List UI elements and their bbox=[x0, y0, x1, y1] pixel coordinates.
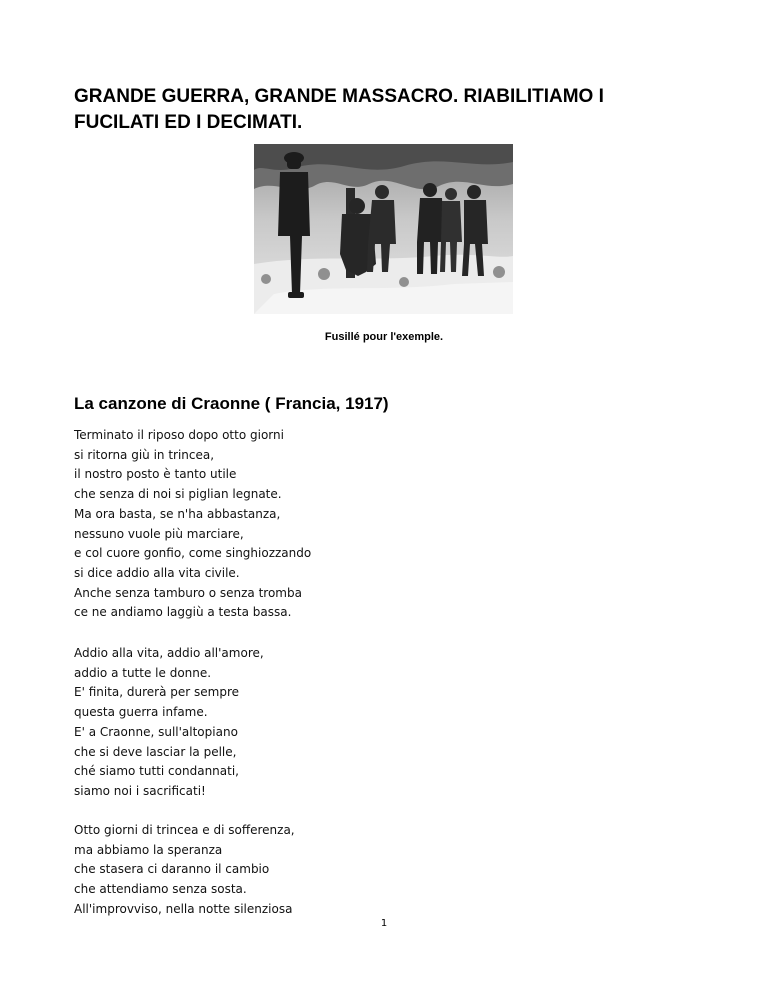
poem-line: che stasera ci daranno il cambio bbox=[74, 862, 270, 877]
poem-line: Ma ora basta, se n'ha abbastanza, bbox=[74, 506, 281, 521]
poem-line: nessuno vuole più marciare, bbox=[74, 526, 244, 541]
execution-photo-image bbox=[254, 144, 513, 314]
poem-line: che attendiamo senza sosta. bbox=[74, 882, 247, 897]
poem-line: siamo noi i sacrificati! bbox=[74, 783, 206, 798]
poem-stanza-3 bbox=[74, 821, 295, 920]
poem-line: si ritorna giù in trincea, bbox=[74, 447, 215, 462]
poem-line: Anche senza tamburo o senza tromba bbox=[74, 585, 302, 600]
photo-caption: Fusillé pour l'exemple. bbox=[324, 331, 444, 343]
execution-photo bbox=[254, 144, 513, 314]
poem-line: si dice addio alla vita civile. bbox=[74, 565, 240, 580]
poem-stanza-2 bbox=[74, 644, 264, 802]
page-number: 1 bbox=[380, 918, 388, 929]
poem-line: Addio alla vita, addio all'amore, bbox=[74, 646, 264, 660]
poem-stanza-1 bbox=[74, 426, 311, 623]
poem-line: che senza di noi si piglian legnate. bbox=[74, 487, 282, 502]
poem-line: All'improvviso, nella notte silenziosa bbox=[74, 901, 293, 916]
poem-line: che si deve lasciar la pelle, bbox=[74, 744, 237, 759]
poem-line: addio a tutte le donne. bbox=[74, 665, 212, 680]
poem-line: ma abbiamo la speranza bbox=[74, 842, 223, 857]
poem-line: ché siamo tutti condannati, bbox=[74, 764, 239, 779]
section-heading: La canzone di Craonne ( Francia, 1917) bbox=[74, 394, 389, 413]
poem-line: Otto giorni di trincea e di sofferenza, bbox=[74, 823, 295, 837]
page-title: GRANDE GUERRA, GRANDE MASSACRO. RIABILITIAMO I FUCILATI ED I DECIMATI. bbox=[74, 86, 604, 133]
poem-line: e col cuore gonfio, come singhiozzando bbox=[74, 546, 312, 561]
poem-line: questa guerra infame. bbox=[74, 705, 208, 720]
poem-line: E' a Craonne, sull'altopiano bbox=[74, 724, 238, 739]
poem-line: ce ne andiamo laggiù a testa bassa. bbox=[74, 605, 292, 620]
poem-line: Terminato il riposo dopo otto giorni bbox=[74, 428, 284, 442]
poem-line: E' finita, durerà per sempre bbox=[74, 685, 239, 700]
poem-line: il nostro posto è tanto utile bbox=[74, 467, 237, 482]
